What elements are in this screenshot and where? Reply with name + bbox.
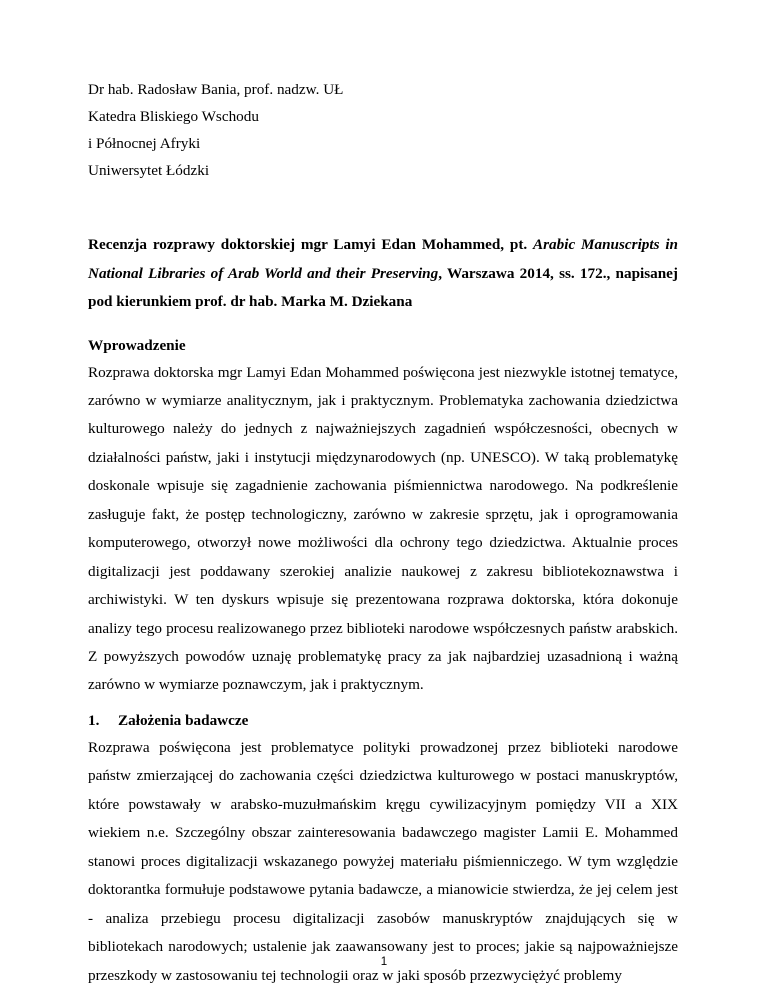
section-1-heading [88,707,678,734]
author-department-line2: i Północnej Afryki [88,135,201,152]
author-department-line1: Katedra Bliskiego Wschodu [88,108,259,125]
page-number: 1 [380,956,388,968]
intro-paragraph: Rozprawa doktorska mgr Lamyi Edan Mohammed poświęcona jest niezwykle istotnej tematyce, zarówno w wymiarze analitycznym, jak i praktycznym. Problematyka zachowania dziedzictwa kulturowego należy do jednych z najważniejszych zagadnień współczesności, obecnych w działalności państw, jaki i instytucji międzynarodowych (np. UNESCO). W taką problematykę doskonale wpisuje się zagadnienie zachowania piśmiennictwa narodowego. Na podkreślenie zasługuje fakt, że postęp technologiczny, zarówno w zakresie sprzętu, jak i oprogramowania komputerowego, otworzył nowe możliwości dla ochrony tego dziedzictwa. Aktualnie proces digitalizacji jest poddawany szerokiej analizie naukowej z zakresu bibliotekoznawstwa i archiwistyki. W ten dyskurs wpisuje się prezentowana rozprawa doktorska, która dokonuje analizy tego procesu realizowanego przez biblioteki narodowe współczesnych państw arabskich. Z powyższych powodów uznaję problematykę pracy za jak najbardziej uzasadnioną i ważną zarówno w wymiarze poznawczym, jak i praktycznym. [88,363,678,694]
author-university: Uniwersytet Łódzki [88,162,210,179]
review-title-part1: Recenzja rozprawy doktorskiej mgr Lamyi Edan Mohammed, pt. [88,236,534,253]
review-title [88,231,678,317]
author-name: Dr hab. Radosław Bania, prof. nadzw. UŁ [88,81,344,98]
section-1-paragraph: Rozprawa poświęcona jest problematyce polityki prowadzonej przez biblioteki narodowe państw zmierzającej do zachowania części dziedzictwa kulturowego w postaci manuskryptów, które powstawały w arabsko-muzułmańskim kręgu cywilizacyjnym pomiędzy VII a XIX wiekiem n.e. Szczególny obszar zainteresowania badawczego magister Lamii E. Mohammed stanowi proces digitalizacji wskazanego powyżej materiału piśmienniczego. W tym względzie doktorantka formułuje podstawowe pytania badawcze, a mianowicie stwierdza, że jej celem jest - analiza przebiegu procesu digitalizacji zasobów manuskryptów znajdujących się w bibliotekach narodowych; ustalenie jak zaawansowany jest to proces; jakie są najpoważniejsze przeszkody w zastosowaniu tej technologii oraz w jaki sposób przezwyciężyć problemy [88,738,678,984]
section-1-number: 1. [88,711,100,729]
page-content [88,76,678,990]
intro-heading: Wprowadzenie [88,336,186,354]
review-title-part2: , Warszawa 2014, ss. 172., napisanej pod kierunkiem prof. dr hab. Marka M. Dziekana [88,264,678,310]
section-1-title: Założenia badawcze [118,711,249,729]
author-block [88,76,678,184]
dissertation-title: Arabic Manuscripts in National Libraries of Arab World and their Preserving [88,236,678,282]
